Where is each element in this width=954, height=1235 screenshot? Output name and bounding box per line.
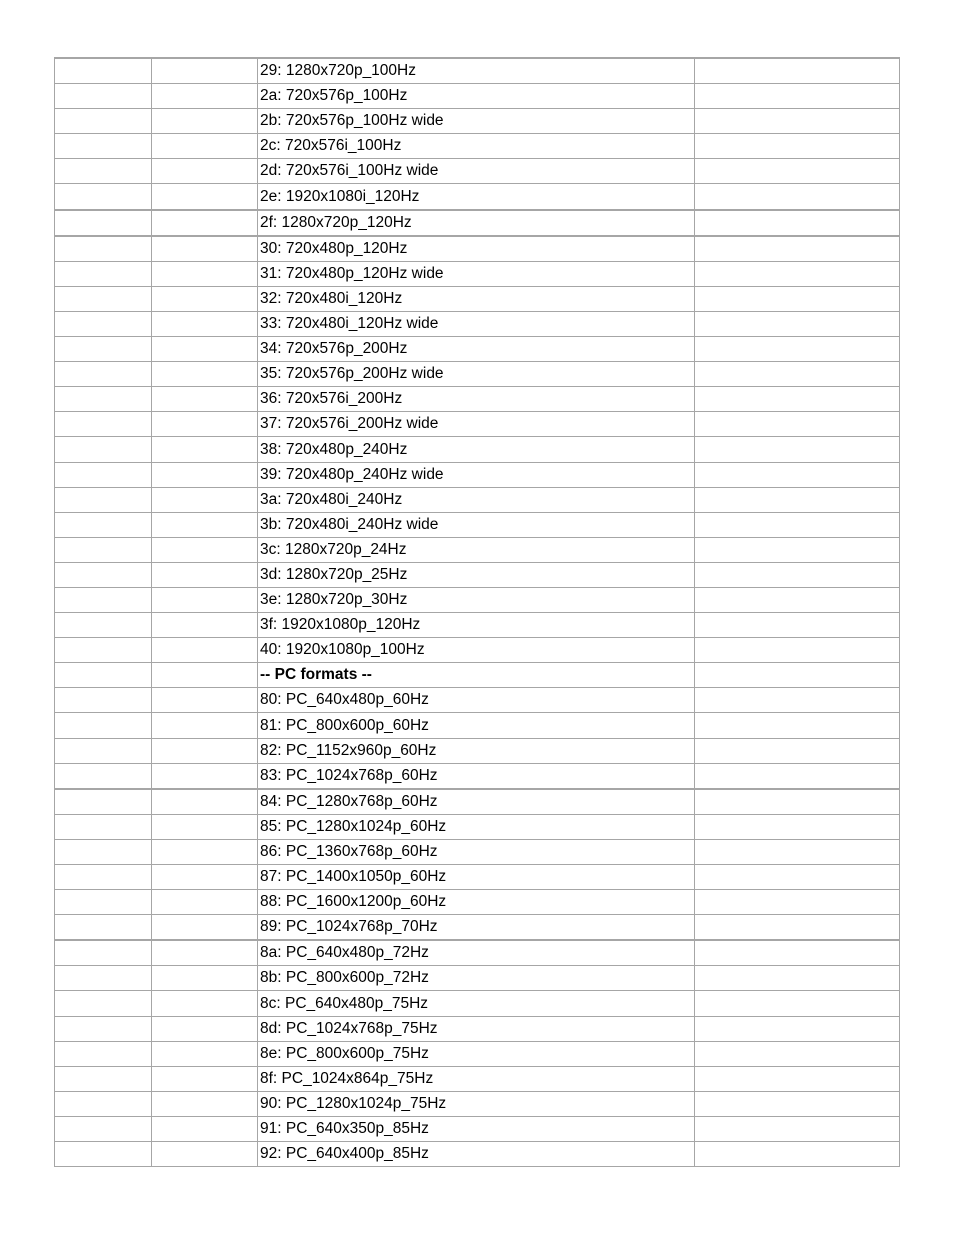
empty-cell xyxy=(152,362,258,387)
empty-cell xyxy=(695,512,900,537)
empty-cell xyxy=(55,562,152,587)
empty-cell xyxy=(55,261,152,286)
empty-cell xyxy=(695,311,900,336)
format-cell: 91: PC_640x350p_85Hz xyxy=(258,1116,695,1141)
format-cell: 2d: 720x576i_100Hz wide xyxy=(258,159,695,184)
empty-cell xyxy=(695,915,900,941)
empty-cell xyxy=(152,84,258,109)
empty-cell xyxy=(152,537,258,562)
empty-cell xyxy=(152,613,258,638)
empty-cell xyxy=(55,1066,152,1091)
table-row xyxy=(55,789,900,815)
empty-cell xyxy=(55,1142,152,1167)
empty-cell xyxy=(55,688,152,713)
empty-cell xyxy=(695,1091,900,1116)
empty-cell xyxy=(55,159,152,184)
empty-cell xyxy=(695,58,900,84)
empty-cell xyxy=(55,1016,152,1041)
format-cell: 8b: PC_800x600p_72Hz xyxy=(258,966,695,991)
format-cell: 81: PC_800x600p_60Hz xyxy=(258,713,695,738)
empty-cell xyxy=(695,713,900,738)
empty-cell xyxy=(695,1066,900,1091)
format-cell: 40: 1920x1080p_100Hz xyxy=(258,638,695,663)
table-row xyxy=(55,84,900,109)
empty-cell xyxy=(152,738,258,763)
empty-cell xyxy=(695,814,900,839)
table-row xyxy=(55,387,900,412)
table-row xyxy=(55,738,900,763)
empty-cell xyxy=(55,991,152,1016)
empty-cell xyxy=(152,487,258,512)
table-row xyxy=(55,688,900,713)
format-cell: 82: PC_1152x960p_60Hz xyxy=(258,738,695,763)
table-row xyxy=(55,134,900,159)
format-cell: 38: 720x480p_240Hz xyxy=(258,437,695,462)
format-table-body xyxy=(55,58,900,1167)
empty-cell xyxy=(152,562,258,587)
table-row xyxy=(55,966,900,991)
empty-cell xyxy=(55,184,152,210)
empty-cell xyxy=(695,437,900,462)
format-cell: 2c: 720x576i_100Hz xyxy=(258,134,695,159)
empty-cell xyxy=(152,134,258,159)
table-row xyxy=(55,991,900,1016)
empty-cell xyxy=(152,1066,258,1091)
empty-cell xyxy=(152,1091,258,1116)
empty-cell xyxy=(695,562,900,587)
empty-cell xyxy=(695,763,900,789)
section-heading-cell: -- PC formats -- xyxy=(258,663,695,688)
format-cell: 8f: PC_1024x864p_75Hz xyxy=(258,1066,695,1091)
empty-cell xyxy=(55,1091,152,1116)
empty-cell xyxy=(152,789,258,815)
empty-cell xyxy=(695,1016,900,1041)
empty-cell xyxy=(695,966,900,991)
table-row xyxy=(55,159,900,184)
format-cell: 3f: 1920x1080p_120Hz xyxy=(258,613,695,638)
empty-cell xyxy=(152,763,258,789)
empty-cell xyxy=(152,663,258,688)
format-cell: 3a: 720x480i_240Hz xyxy=(258,487,695,512)
empty-cell xyxy=(152,890,258,915)
empty-cell xyxy=(55,663,152,688)
empty-cell xyxy=(152,865,258,890)
format-cell: 3d: 1280x720p_25Hz xyxy=(258,562,695,587)
empty-cell xyxy=(695,159,900,184)
empty-cell xyxy=(695,991,900,1016)
empty-cell xyxy=(152,814,258,839)
table-row xyxy=(55,1091,900,1116)
format-cell: 37: 720x576i_200Hz wide xyxy=(258,412,695,437)
format-cell: 29: 1280x720p_100Hz xyxy=(258,58,695,84)
table-row xyxy=(55,412,900,437)
empty-cell xyxy=(152,1142,258,1167)
empty-cell xyxy=(152,713,258,738)
empty-cell xyxy=(152,159,258,184)
empty-cell xyxy=(695,688,900,713)
empty-cell xyxy=(152,437,258,462)
empty-cell xyxy=(695,890,900,915)
empty-cell xyxy=(55,613,152,638)
format-cell: 39: 720x480p_240Hz wide xyxy=(258,462,695,487)
format-cell: 2b: 720x576p_100Hz wide xyxy=(258,109,695,134)
empty-cell xyxy=(55,286,152,311)
table-row xyxy=(55,512,900,537)
table-row xyxy=(55,839,900,864)
empty-cell xyxy=(55,890,152,915)
empty-cell xyxy=(152,184,258,210)
format-cell: 2a: 720x576p_100Hz xyxy=(258,84,695,109)
empty-cell xyxy=(55,84,152,109)
format-cell: 36: 720x576i_200Hz xyxy=(258,387,695,412)
table-row xyxy=(55,890,900,915)
empty-cell xyxy=(695,286,900,311)
empty-cell xyxy=(152,688,258,713)
table-row xyxy=(55,940,900,966)
table-row xyxy=(55,58,900,84)
empty-cell xyxy=(152,462,258,487)
table-row xyxy=(55,915,900,941)
empty-cell xyxy=(695,261,900,286)
format-cell: 3e: 1280x720p_30Hz xyxy=(258,587,695,612)
empty-cell xyxy=(152,1116,258,1141)
table-row xyxy=(55,337,900,362)
table-row xyxy=(55,286,900,311)
format-cell: 32: 720x480i_120Hz xyxy=(258,286,695,311)
empty-cell xyxy=(152,210,258,236)
table-row xyxy=(55,210,900,236)
empty-cell xyxy=(55,638,152,663)
format-cell: 8e: PC_800x600p_75Hz xyxy=(258,1041,695,1066)
empty-cell xyxy=(152,991,258,1016)
format-cell: 3b: 720x480i_240Hz wide xyxy=(258,512,695,537)
empty-cell xyxy=(55,814,152,839)
empty-cell xyxy=(152,337,258,362)
empty-cell xyxy=(152,966,258,991)
empty-cell xyxy=(55,387,152,412)
format-table xyxy=(54,57,900,1167)
table-row xyxy=(55,1142,900,1167)
empty-cell xyxy=(55,713,152,738)
empty-cell xyxy=(695,462,900,487)
format-cell: 8d: PC_1024x768p_75Hz xyxy=(258,1016,695,1041)
table-row xyxy=(55,613,900,638)
empty-cell xyxy=(695,387,900,412)
empty-cell xyxy=(55,487,152,512)
empty-cell xyxy=(695,487,900,512)
empty-cell xyxy=(695,1142,900,1167)
table-row xyxy=(55,462,900,487)
empty-cell xyxy=(695,1116,900,1141)
empty-cell xyxy=(152,638,258,663)
empty-cell xyxy=(695,587,900,612)
empty-cell xyxy=(152,512,258,537)
empty-cell xyxy=(695,613,900,638)
empty-cell xyxy=(152,940,258,966)
empty-cell xyxy=(152,109,258,134)
table-row xyxy=(55,437,900,462)
empty-cell xyxy=(152,58,258,84)
empty-cell xyxy=(55,738,152,763)
empty-cell xyxy=(55,789,152,815)
table-row xyxy=(55,109,900,134)
empty-cell xyxy=(695,1041,900,1066)
format-cell: 90: PC_1280x1024p_75Hz xyxy=(258,1091,695,1116)
empty-cell xyxy=(55,1116,152,1141)
empty-cell xyxy=(55,236,152,262)
format-cell: 80: PC_640x480p_60Hz xyxy=(258,688,695,713)
format-cell: 8c: PC_640x480p_75Hz xyxy=(258,991,695,1016)
empty-cell xyxy=(55,763,152,789)
format-cell: 87: PC_1400x1050p_60Hz xyxy=(258,865,695,890)
empty-cell xyxy=(55,537,152,562)
empty-cell xyxy=(695,663,900,688)
empty-cell xyxy=(55,839,152,864)
empty-cell xyxy=(695,84,900,109)
empty-cell xyxy=(152,286,258,311)
empty-cell xyxy=(695,638,900,663)
empty-cell xyxy=(695,789,900,815)
empty-cell xyxy=(695,134,900,159)
section-heading-row xyxy=(55,663,900,688)
empty-cell xyxy=(695,210,900,236)
empty-cell xyxy=(55,210,152,236)
table-row xyxy=(55,362,900,387)
empty-cell xyxy=(55,940,152,966)
format-cell: 30: 720x480p_120Hz xyxy=(258,236,695,262)
empty-cell xyxy=(152,1041,258,1066)
table-row xyxy=(55,261,900,286)
empty-cell xyxy=(152,387,258,412)
table-row xyxy=(55,537,900,562)
empty-cell xyxy=(152,236,258,262)
empty-cell xyxy=(695,865,900,890)
empty-cell xyxy=(55,311,152,336)
format-cell: 88: PC_1600x1200p_60Hz xyxy=(258,890,695,915)
empty-cell xyxy=(152,412,258,437)
empty-cell xyxy=(55,362,152,387)
table-row xyxy=(55,865,900,890)
format-cell: 33: 720x480i_120Hz wide xyxy=(258,311,695,336)
empty-cell xyxy=(55,1041,152,1066)
table-row xyxy=(55,184,900,210)
format-cell: 89: PC_1024x768p_70Hz xyxy=(258,915,695,941)
empty-cell xyxy=(695,537,900,562)
table-row xyxy=(55,311,900,336)
empty-cell xyxy=(695,184,900,210)
format-cell: 85: PC_1280x1024p_60Hz xyxy=(258,814,695,839)
empty-cell xyxy=(55,134,152,159)
format-cell: 35: 720x576p_200Hz wide xyxy=(258,362,695,387)
format-cell: 3c: 1280x720p_24Hz xyxy=(258,537,695,562)
empty-cell xyxy=(695,362,900,387)
empty-cell xyxy=(695,109,900,134)
empty-cell xyxy=(152,915,258,941)
empty-cell xyxy=(55,865,152,890)
empty-cell xyxy=(55,58,152,84)
table-row xyxy=(55,487,900,512)
table-row xyxy=(55,1066,900,1091)
empty-cell xyxy=(55,966,152,991)
format-cell: 2f: 1280x720p_120Hz xyxy=(258,210,695,236)
table-row xyxy=(55,1116,900,1141)
empty-cell xyxy=(55,437,152,462)
table-row xyxy=(55,814,900,839)
table-row xyxy=(55,562,900,587)
empty-cell xyxy=(695,839,900,864)
empty-cell xyxy=(55,587,152,612)
format-cell: 92: PC_640x400p_85Hz xyxy=(258,1142,695,1167)
empty-cell xyxy=(55,337,152,362)
table-row xyxy=(55,236,900,262)
empty-cell xyxy=(152,1016,258,1041)
format-cell: 83: PC_1024x768p_60Hz xyxy=(258,763,695,789)
empty-cell xyxy=(55,915,152,941)
table-row xyxy=(55,1016,900,1041)
empty-cell xyxy=(152,587,258,612)
empty-cell xyxy=(695,412,900,437)
empty-cell xyxy=(695,738,900,763)
format-cell: 31: 720x480p_120Hz wide xyxy=(258,261,695,286)
empty-cell xyxy=(152,311,258,336)
empty-cell xyxy=(695,337,900,362)
table-row xyxy=(55,587,900,612)
empty-cell xyxy=(152,261,258,286)
empty-cell xyxy=(55,412,152,437)
table-row xyxy=(55,638,900,663)
empty-cell xyxy=(152,839,258,864)
empty-cell xyxy=(55,462,152,487)
table-row xyxy=(55,1041,900,1066)
format-cell: 84: PC_1280x768p_60Hz xyxy=(258,789,695,815)
table-row xyxy=(55,713,900,738)
table-row xyxy=(55,763,900,789)
empty-cell xyxy=(695,236,900,262)
empty-cell xyxy=(55,109,152,134)
format-cell: 2e: 1920x1080i_120Hz xyxy=(258,184,695,210)
format-cell: 34: 720x576p_200Hz xyxy=(258,337,695,362)
format-cell: 86: PC_1360x768p_60Hz xyxy=(258,839,695,864)
format-cell: 8a: PC_640x480p_72Hz xyxy=(258,940,695,966)
empty-cell xyxy=(695,940,900,966)
empty-cell xyxy=(55,512,152,537)
